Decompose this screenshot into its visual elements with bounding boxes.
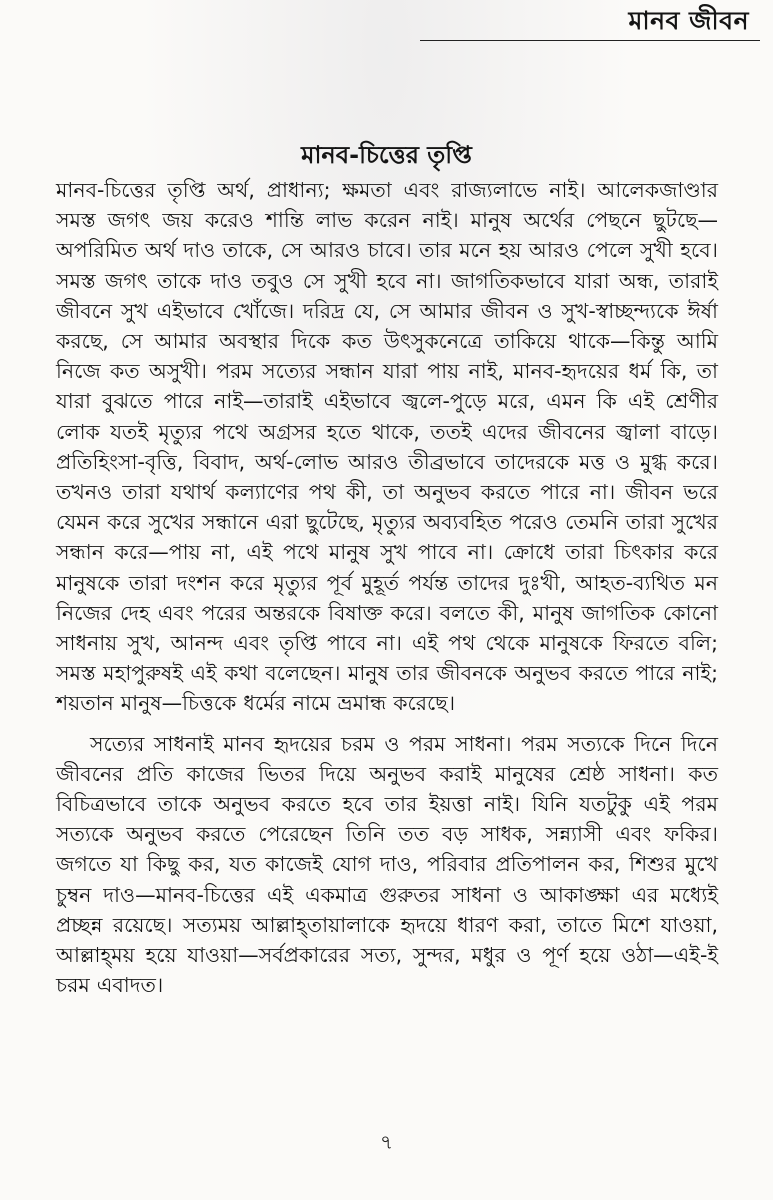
page-number: ৭ [379,1130,393,1154]
header-rule [420,40,760,41]
paragraph-2: সত্যের সাধনাই মানব হৃদয়ের চরম ও পরম সাধনা। পরম সত্যকে দিনে দিনে জীবনের প্রতি কাজের ভিতর দিয়ে অনুভব করাই মানুষের শ্রেষ্ঠ সাধনা। কত বিচিত্রভাবে তাকে অনুভব করতে হবে তার ইয়ত্তা নাই। যিনি যতটুকু এই পরম সত্যকে অনুভব করতে পেরেছেন তিনি তত বড় সাধক, সন্ন্যাসী এবং ফকির। জগতে যা কিছু কর, যত কাজেই যোগ দাও, পরিবার প্রতিপালন কর, শিশুর মুখে চুম্বন দাও—মানব-চিত্তের এই একমাত্র গুরুতর সাধনা ও আকাঙ্ক্ষা এর মধ্যেই প্রচ্ছন্ন রয়েছে। সত্যময় আল্লাহ্‌তায়ালাকে হৃদয়ে ধারণ করা, তাতে মিশে যাওয়া, আল্লাহ্‌ময় হয়ে যাওয়া—সর্বপ্রকারের সত্য, সুন্দর, মধুর ও পূর্ণ হয়ে ওঠা—এই-ই চরম এবাদত। [56,731,718,998]
body-text [56,175,718,1000]
paragraph-1: মানব-চিত্তের তৃপ্তি অর্থ, প্রাধান্য; ক্ষমতা এবং রাজ্যলাভে নাই। আলেকজাণ্ডার সমস্ত জগৎ জয় করেও শান্তি লাভ করেন নাই। মানুষ অর্থের পেছনে ছুটছে—অপরিমিত অর্থ দাও তাকে, সে আরও চাবে। তার মনে হয় আরও পেলে সুখী হবে। সমস্ত জগৎ তাকে দাও তবুও সে সুখী হবে না। জাগতিকভাবে যারা অন্ধ, তারাই জীবনে সুখ এইভাবে খোঁজে। দরিদ্র যে, সে আমার জীবন ও সুখ-স্বাচ্ছন্দ্যকে ঈর্ষা করছে, সে আমার অবস্থার দিকে কত উৎসুকনেত্রে তাকিয়ে থাকে—কিন্তু আমি নিজে কত অসুখী। পরম সত্যের সন্ধান যারা পায় নাই, মানব-হৃদয়ের ধর্ম কি, তা যারা বুঝতে পারে নাই—তারাই এইভাবে জ্বলে-পুড়ে মরে, এমন কি এই শ্রেণীর লোক যতই মৃত্যুর পথে অগ্রসর হতে থাকে, ততই এদের জীবনের জ্বালা বাড়ে। প্রতিহিংসা-বৃত্তি, বিবাদ, অর্থ-লোভ আরও তীব্রভাবে তাদেরকে মত্ত ও মুগ্ধ করে। তখনও তারা যথার্থ কল্যাণের পথ কী, তা অনুভব করতে পারে না। জীবন ভরে যেমন করে সুখের সন্ধানে এরা ছুটেছে, মৃত্যুর অব্যবহিত পরেও তেমনি তারা সুখের সন্ধান করে—পায় না, এই পথে মানুষ সুখ পাবে না। ক্রোধে তারা চিৎকার করে মানুষকে তারা দংশন করে মৃত্যুর পূর্ব মুহূর্ত পর্যন্ত তাদের দুঃখী, আহত-ব্যথিত মন নিজের দেহ এবং পরের অন্তরকে বিষাক্ত করে। বলতে কী, মানুষ জাগতিক কোনো সাধনায় সুখ, আনন্দ এবং তৃপ্তি পাবে না। এই পথ থেকে মানুষকে ফিরতে বলি; সমস্ত মহাপুরুষই এই কথা বলেছেন। মানুষ তার জীবনকে অনুভব করতে পারে নাই; শয়তান মানুষ—চিত্তকে ধর্মের নামে ভ্রমান্ধ করেছে। [56,178,718,716]
running-head: মানব জীবন [628,6,749,35]
chapter-title: মানব-চিত্তের তৃপ্তি [301,141,472,169]
